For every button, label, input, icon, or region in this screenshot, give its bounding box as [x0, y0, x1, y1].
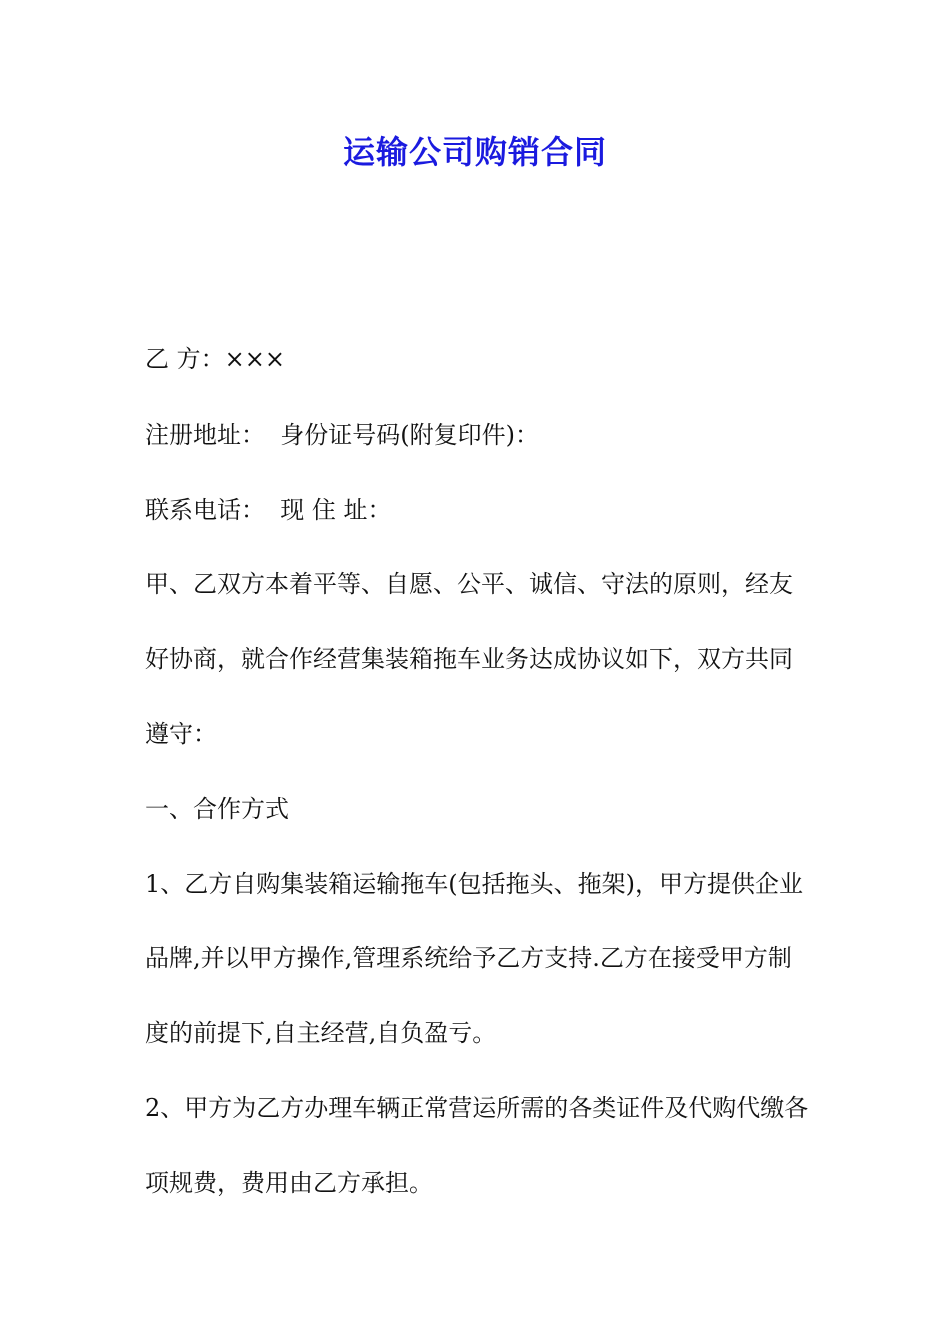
- preamble-line-3: 遵守：: [145, 720, 217, 748]
- party-b-line: 乙 方：×××: [145, 345, 285, 373]
- preamble-line-1: 甲、乙双方本着平等、自愿、公平、诚信、守法的原则，经友: [145, 570, 793, 598]
- clause-1-line-1: 1、乙方自购集装箱运输拖车(包括拖头、拖架)，甲方提供企业: [145, 870, 803, 898]
- preamble-line-2: 好协商，就合作经营集装箱拖车业务达成协议如下，双方共同: [145, 645, 793, 673]
- clause-2-line-2: 项规费，费用由乙方承担。: [145, 1169, 433, 1197]
- clause-1-line-3: 度的前提下,自主经营,自负盈亏。: [145, 1019, 497, 1047]
- contact-phone-line: 联系电话： 现 住 址：: [145, 496, 392, 524]
- document-title: 运输公司购销合同: [342, 133, 607, 171]
- clause-2-line-1: 2、甲方为乙方办理车辆正常营运所需的各类证件及代购代缴各: [145, 1094, 809, 1122]
- section-heading-cooperation: 一、合作方式: [145, 795, 289, 823]
- clause-1-line-2: 品牌,并以甲方操作,管理系统给予乙方支持.乙方在接受甲方制: [145, 944, 792, 972]
- registered-address-line: 注册地址： 身份证号码(附复印件)：: [145, 421, 539, 449]
